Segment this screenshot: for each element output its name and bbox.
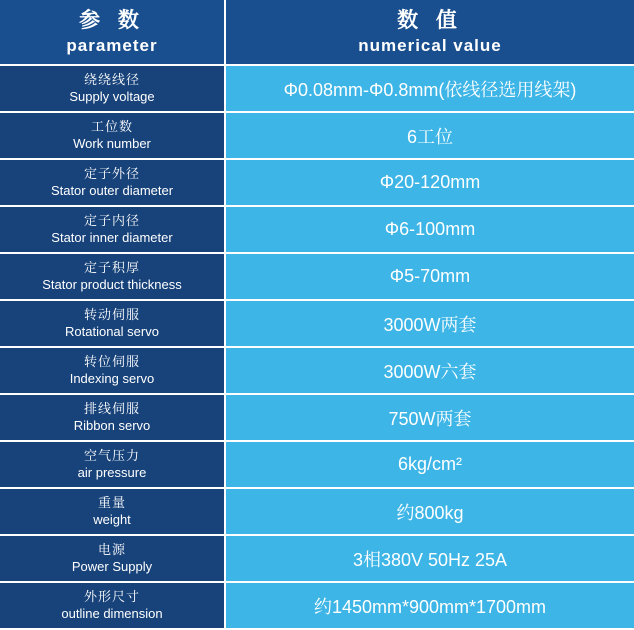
- row-parameter: [0, 395, 226, 442]
- table-row: [0, 489, 634, 536]
- row-parameter-cn: 定子外径: [83, 165, 140, 181]
- row-value: 3相380V 50Hz 25A: [226, 536, 634, 583]
- row-value: 750W两套: [226, 395, 634, 442]
- header-value-en: numerical value: [358, 35, 502, 55]
- row-parameter-cn: 排线伺服: [83, 400, 140, 416]
- table-row: [0, 583, 634, 630]
- table-row: [0, 536, 634, 583]
- row-value: Φ5-70mm: [226, 254, 634, 301]
- table-row: [0, 395, 634, 442]
- table-row: [0, 113, 634, 160]
- row-parameter: [0, 254, 226, 301]
- row-parameter: [0, 113, 226, 160]
- table-header-row: [0, 0, 634, 66]
- row-parameter-cn: 转动伺服: [83, 306, 140, 322]
- row-parameter: [0, 536, 226, 583]
- row-parameter: [0, 301, 226, 348]
- row-value: 6kg/cm²: [226, 442, 634, 489]
- header-parameter-cn: 参 数: [79, 9, 145, 33]
- row-parameter-cn: 定子内径: [83, 212, 140, 228]
- row-parameter-en: Power Supply: [71, 558, 153, 574]
- row-parameter-en: Stator outer diameter: [50, 182, 174, 198]
- row-value: 3000W六套: [226, 348, 634, 395]
- row-parameter-cn: 电源: [97, 541, 126, 557]
- row-parameter-en: Stator inner diameter: [51, 229, 173, 245]
- row-parameter-cn: 外形尺寸: [83, 588, 140, 604]
- row-value: Φ0.08mm-Φ0.8mm(依线径选用线架): [226, 66, 634, 113]
- row-parameter-en: weight: [93, 511, 131, 527]
- table-row: [0, 442, 634, 489]
- row-value: Φ20-120mm: [226, 160, 634, 207]
- row-parameter-en: Rotational servo: [65, 323, 159, 339]
- table-body: [0, 66, 634, 630]
- row-value: 6工位: [226, 113, 634, 160]
- header-value-cn: 数 值: [397, 9, 463, 33]
- row-parameter-cn: 转位伺服: [83, 353, 140, 369]
- row-parameter-en: Supply voltage: [69, 88, 155, 104]
- row-value: 3000W两套: [226, 301, 634, 348]
- row-parameter-en: Stator product thickness: [42, 276, 182, 292]
- row-parameter: [0, 489, 226, 536]
- row-parameter: [0, 160, 226, 207]
- header-parameter-en: parameter: [66, 35, 158, 55]
- row-parameter-cn: 工位数: [90, 118, 133, 134]
- row-parameter-en: Indexing servo: [69, 370, 155, 386]
- header-value: [226, 0, 634, 66]
- table-row: [0, 301, 634, 348]
- row-parameter-cn: 空气压力: [83, 447, 140, 463]
- row-parameter-cn: 绕绕线径: [83, 71, 140, 87]
- row-value: 约1450mm*900mm*1700mm: [226, 583, 634, 630]
- table-row: [0, 207, 634, 254]
- header-parameter: [0, 0, 226, 66]
- row-value: 约800kg: [226, 489, 634, 536]
- row-parameter-cn: 定子积厚: [83, 259, 140, 275]
- row-parameter-en: Work number: [73, 135, 151, 151]
- table-row: [0, 160, 634, 207]
- row-parameter: [0, 442, 226, 489]
- row-parameter-en: air pressure: [77, 464, 147, 480]
- row-parameter: [0, 66, 226, 113]
- row-parameter: [0, 583, 226, 630]
- row-value: Φ6-100mm: [226, 207, 634, 254]
- row-parameter: [0, 348, 226, 395]
- row-parameter-en: Ribbon servo: [73, 417, 151, 433]
- row-parameter-cn: 重量: [97, 494, 126, 510]
- table-row: [0, 66, 634, 113]
- row-parameter-en: outline dimension: [61, 605, 163, 621]
- table-row: [0, 348, 634, 395]
- row-parameter: [0, 207, 226, 254]
- table-row: [0, 254, 634, 301]
